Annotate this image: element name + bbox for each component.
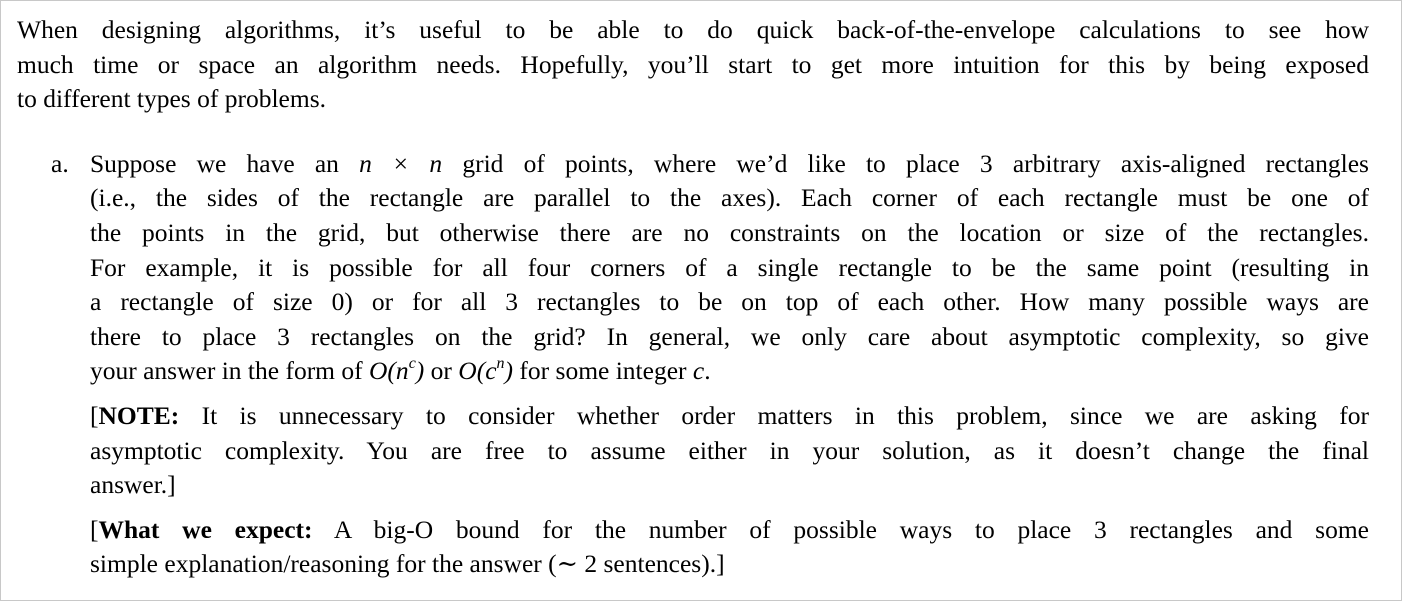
math-n-by-n: n × n bbox=[359, 148, 443, 178]
math-close: ) bbox=[415, 356, 425, 386]
math-exponent: n bbox=[496, 354, 505, 372]
text-run: your answer in the form of bbox=[90, 356, 370, 386]
text-run: or bbox=[424, 356, 459, 386]
note-paragraph bbox=[90, 399, 1369, 503]
question-line: the points in the grid, but otherwise there are no constraints on the location or size of the rectangles. bbox=[90, 217, 1369, 247]
item-label: a. bbox=[51, 148, 69, 178]
note-line bbox=[90, 399, 1369, 434]
math-o-n-c bbox=[369, 356, 424, 385]
text-run: It is unnecessary to consider whether order matters in this problem, since we are asking for bbox=[179, 400, 1369, 430]
note-line: answer.] bbox=[90, 470, 176, 500]
math-exponent: c bbox=[408, 354, 416, 372]
text-run: A big-O bound for the number of possible ways to place 3 rectangles and some bbox=[312, 514, 1370, 544]
expect-paragraph bbox=[90, 513, 1369, 582]
bracket: [ bbox=[90, 400, 99, 430]
expect-label: What we expect: bbox=[98, 514, 313, 544]
question-line: there to place 3 rectangles on the grid? In general, we only care about asymptotic complexity, so give bbox=[90, 321, 1369, 351]
intro-line: much time or space an algorithm needs. Hopefully, you’ll start to get more intuition for this by being exposed bbox=[17, 49, 1369, 79]
intro-line: When designing algorithms, it’s useful to be able to do quick back-of-the-envelope calculations to see how bbox=[17, 15, 1369, 44]
math-o-c-n bbox=[458, 356, 513, 385]
math-c: c bbox=[692, 356, 705, 386]
bracket: [ bbox=[90, 514, 99, 544]
text-run: grid of points, where we’d like to place 3 arbitrary axis-aligned rectangles bbox=[442, 148, 1369, 178]
question-item-a bbox=[17, 147, 1369, 582]
math-base: O(n bbox=[369, 356, 409, 386]
question-line bbox=[90, 147, 1369, 182]
question-line bbox=[90, 354, 1369, 389]
note-line: asymptotic complexity. You are free to assume either in your solution, as it doesn’t change the final bbox=[90, 435, 1369, 465]
text-run: . bbox=[704, 356, 711, 386]
text-run: Suppose we have an bbox=[90, 148, 360, 178]
document-page bbox=[17, 13, 1369, 582]
math-close: ) bbox=[504, 356, 514, 386]
question-paragraph bbox=[90, 147, 1369, 389]
question-line: a rectangle of size 0) or for all 3 rectangles to be on top of each other. How many possible ways are bbox=[90, 287, 1369, 317]
math-base: O(c bbox=[458, 356, 497, 386]
expect-line bbox=[90, 513, 1369, 548]
question-line: For example, it is possible for all four corners of a single rectangle to be the same point (resulting in bbox=[90, 252, 1369, 282]
expect-line: simple explanation/reasoning for the answer (∼ 2 sentences).] bbox=[90, 549, 725, 579]
text-run: for some integer bbox=[513, 356, 693, 386]
note-label: NOTE: bbox=[98, 400, 180, 430]
intro-paragraph bbox=[17, 13, 1369, 117]
question-line: (i.e., the sides of the rectangle are parallel to the axes). Each corner of each rectangle must be one of bbox=[90, 183, 1369, 213]
intro-line: to different types of problems. bbox=[17, 84, 327, 114]
